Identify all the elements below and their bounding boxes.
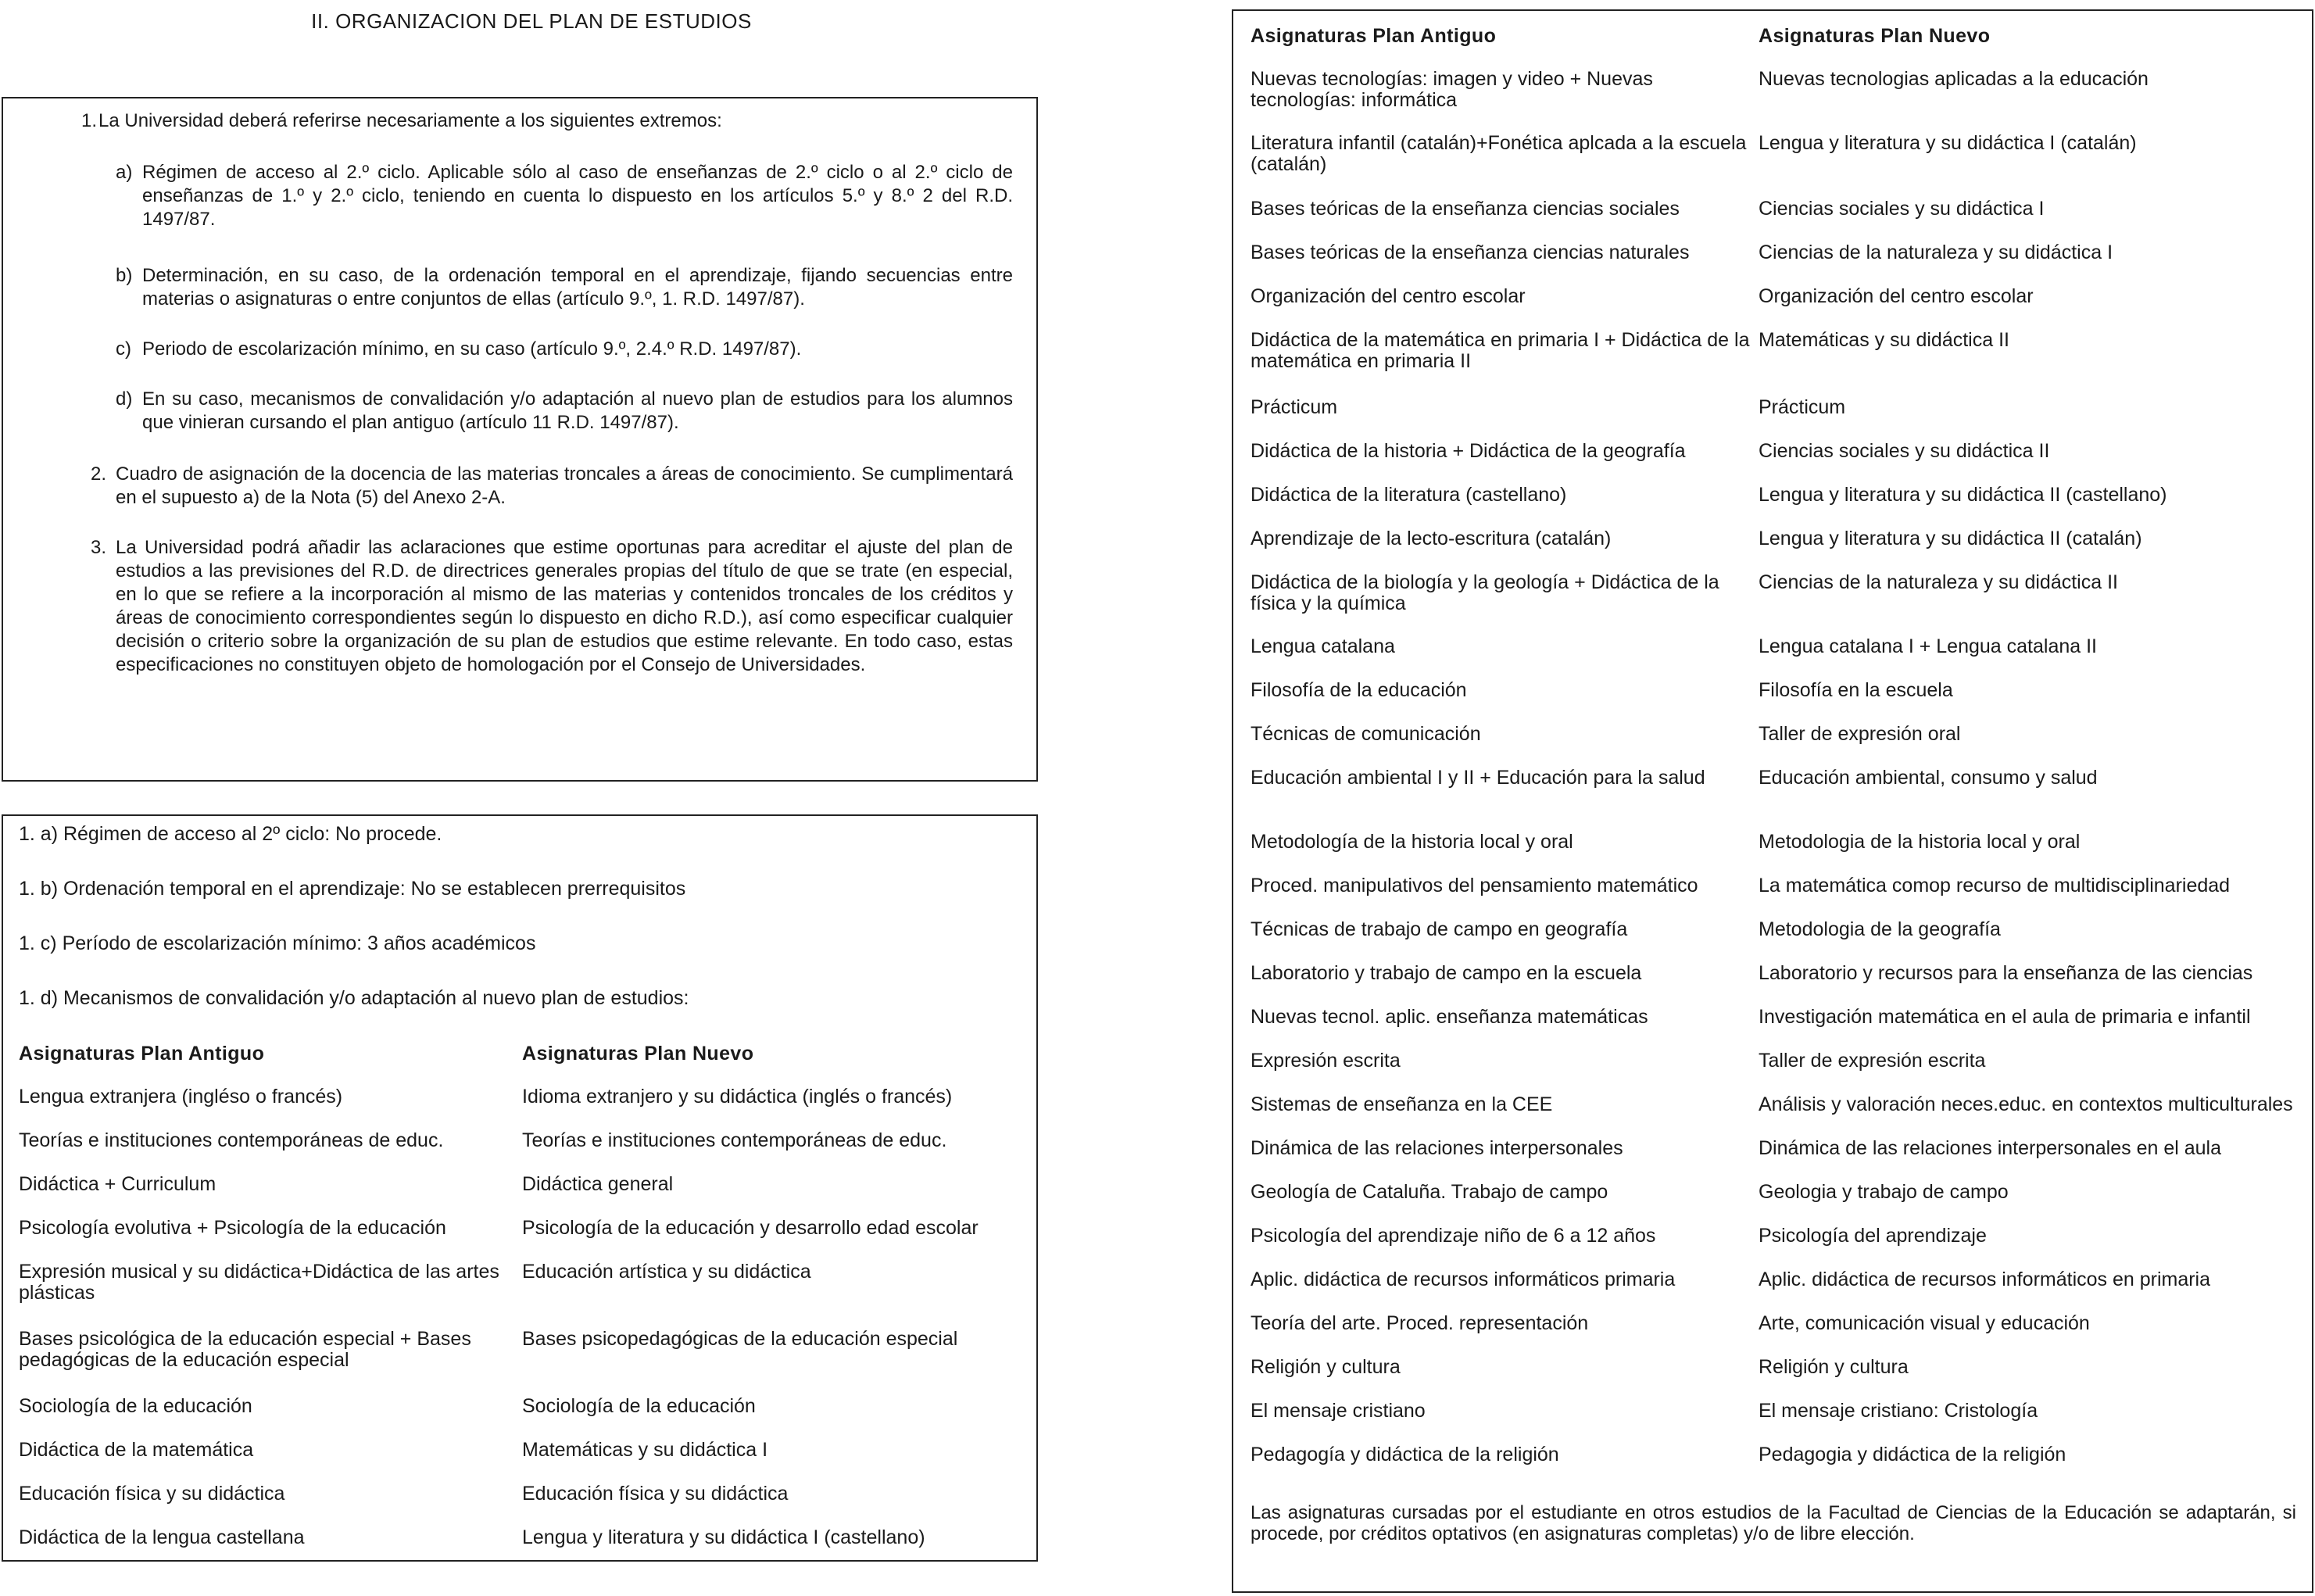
instruction-3-number: 3. [91, 537, 107, 558]
right_table-new-subject: Lengua y literatura y su didáctica II (catalán) [1759, 528, 2142, 549]
right_table-old-subject: Organización del centro escolar [1251, 285, 1526, 307]
right_table-old-subject: Didáctica de la literatura (castellano) [1251, 484, 1567, 506]
right_table-new-subject: Aplic. didáctica de recursos informáticos en primaria [1759, 1269, 2211, 1290]
instruction-1 [81, 109, 1021, 133]
page-title: II. ORGANIZACION DEL PLAN DE ESTUDIOS [311, 9, 752, 33]
left_table-old-subject: Lengua extranjera (ingléso o francés) [19, 1086, 343, 1108]
right_table-new-subject: Religión y cultura [1759, 1356, 1909, 1378]
right-table-header-old: Asignaturas Plan Antiguo [1251, 25, 1497, 47]
left_table-new-subject: Matemáticas y su didáctica I [522, 1439, 768, 1461]
right_table-old-subject: Religión y cultura [1251, 1356, 1401, 1378]
right_table-new-subject: Laboratorio y recursos para la enseñanza de las ciencias [1759, 962, 2253, 984]
instruction-1a-text: Régimen de acceso al 2.º ciclo. Aplicable sólo al caso de enseñanzas de 2.º ciclo o al 2.º ciclo de enseñanzas de 1.º y 2.º ciclo, teniendo en cuenta lo dispuesto en los artículos 5.º y 8.º 2 del R.D. 1497/87. [142, 162, 1013, 230]
response-1d: 1. d) Mecanismos de convalidación y/o adaptación al nuevo plan de estudios: [19, 987, 689, 1009]
left_table-old-subject: Sociología de la educación [19, 1395, 252, 1417]
right_table-old-subject: Filosofía de la educación [1251, 679, 1467, 701]
instruction-1d-label: d) [116, 388, 133, 410]
right_table-old-subject: Laboratorio y trabajo de campo en la escuela [1251, 962, 1642, 984]
left_table-old-subject: Psicología evolutiva + Psicología de la educación [19, 1217, 446, 1239]
response-1a: 1. a) Régimen de acceso al 2º ciclo: No procede. [19, 823, 442, 845]
right_table-new-subject: Prácticum [1759, 396, 1846, 418]
right_table-new-subject: Arte, comunicación visual y educación [1759, 1312, 2090, 1334]
right-table-footnote: Las asignaturas cursadas por el estudiante en otros estudios de la Facultad de Ciencias de la Educación se adaptarán, si procede, por créditos optativos (en asignaturas completas) y/o de libre elección. [1251, 1502, 2296, 1544]
right_table-new-subject: Taller de expresión oral [1759, 723, 1961, 745]
left_table-old-subject: Expresión musical y su didáctica+Didáctica de las artes plásticas [19, 1261, 499, 1304]
left_table-new-subject: Didáctica general [522, 1173, 674, 1195]
right_table-old-subject: Expresión escrita [1251, 1050, 1401, 1072]
right_table-old-subject: Nuevas tecnol. aplic. enseñanza matemáticas [1251, 1006, 1648, 1028]
right_table-old-subject: Pedagogía y didáctica de la religión [1251, 1444, 1559, 1465]
right_table-new-subject: Pedagogia y didáctica de la religión [1759, 1444, 2066, 1465]
right_table-new-subject: Ciencias de la naturaleza y su didáctica I [1759, 242, 2113, 263]
left_table-new-subject: Educación física y su didáctica [522, 1483, 789, 1505]
instructions-box [2, 97, 1038, 782]
instruction-1d-text: En su caso, mecanismos de convalidación y/o adaptación al nuevo plan de estudios para los alumnos que vinieran cursando el plan antiguo (artículo 11 R.D. 1497/87). [142, 388, 1013, 433]
instruction-2-text: Cuadro de asignación de la docencia de las materias troncales a áreas de conocimiento. Se cumplimentará en el supuesto a) de la Nota (5) del Anexo 2-A. [116, 463, 1013, 508]
left_table-new-subject: Bases psicopedagógicas de la educación especial [522, 1328, 958, 1350]
right_table-old-subject: Técnicas de comunicación [1251, 723, 1481, 745]
right_table-old-subject: Proced. manipulativos del pensamiento matemático [1251, 875, 1698, 896]
right_table-new-subject: Ciencias sociales y su didáctica I [1759, 198, 2045, 220]
right_table-new-subject: Lengua y literatura y su didáctica I (catalán) [1759, 132, 2137, 154]
right_table-old-subject: Sistemas de enseñanza en la CEE [1251, 1093, 1553, 1115]
right_table-new-subject: Geologia y trabajo de campo [1759, 1181, 2009, 1203]
right_table-old-subject: Literatura infantil (catalán)+Fonética aplcada a la escuela (catalán) [1251, 132, 1747, 175]
right_table-new-subject: Análisis y valoración neces.educ. en contextos multiculturales [1759, 1093, 2293, 1115]
right-table-header-new: Asignaturas Plan Nuevo [1759, 25, 1991, 47]
instruction-1c-text: Periodo de escolarización mínimo, en su caso (artículo 9.º, 2.4.º R.D. 1497/87). [142, 338, 802, 360]
response-1b: 1. b) Ordenación temporal en el aprendizaje: No se establecen prerrequisitos [19, 878, 686, 900]
right_table-old-subject: Psicología del aprendizaje niño de 6 a 12 años [1251, 1225, 1656, 1247]
right_table-new-subject: Dinámica de las relaciones interpersonales en el aula [1759, 1137, 2222, 1159]
right_table-old-subject: Aprendizaje de la lecto-escritura (catalán) [1251, 528, 1612, 549]
instruction-2 [91, 463, 1013, 510]
right_table-new-subject: Metodologia de la historia local y oral [1759, 831, 2081, 853]
left-table-header-new: Asignaturas Plan Nuevo [522, 1043, 754, 1065]
right_table-new-subject: Psicología del aprendizaje [1759, 1225, 1987, 1247]
left_table-old-subject: Didáctica + Curriculum [19, 1173, 216, 1195]
right_table-old-subject: Teoría del arte. Proced. representación [1251, 1312, 1589, 1334]
right_table-old-subject: Geología de Cataluña. Trabajo de campo [1251, 1181, 1608, 1203]
right_table-new-subject: Nuevas tecnologias aplicadas a la educación [1759, 68, 2149, 90]
instruction-1b-text: Determinación, en su caso, de la ordenación temporal en el aprendizaje, fijando secuencias entre materias o asignaturas o entre conjuntos de ellas (artículo 9.º, 1. R.D. 1497/87). [142, 265, 1013, 310]
instruction-1b-label: b) [116, 265, 133, 286]
right_table-old-subject: Didáctica de la historia + Didáctica de la geografía [1251, 440, 1686, 462]
right_table-old-subject: Educación ambiental I y II + Educación para la salud [1251, 767, 1705, 789]
right_table-new-subject: Investigación matemática en el aula de primaria e infantil [1759, 1006, 2251, 1028]
right_table-old-subject: Metodología de la historia local y oral [1251, 831, 1573, 853]
responses-box [2, 814, 1038, 1562]
right_table-new-subject: Organización del centro escolar [1759, 285, 2034, 307]
left_table-old-subject: Educación física y su didáctica [19, 1483, 285, 1505]
right_table-old-subject: Técnicas de trabajo de campo en geografía [1251, 918, 1628, 940]
right_table-old-subject: Bases teóricas de la enseñanza ciencias naturales [1251, 242, 1690, 263]
instruction-1c [116, 338, 1013, 361]
instruction-1b [116, 264, 1013, 311]
left_table-old-subject: Didáctica de la matemática [19, 1439, 254, 1461]
instruction-1d [116, 388, 1013, 435]
left_table-new-subject: Psicología de la educación y desarrollo edad escolar [522, 1217, 979, 1239]
left_table-old-subject: Bases psicológica de la educación especial + Bases pedagógicas de la educación especial [19, 1328, 471, 1371]
instruction-1-number: 1. [81, 110, 98, 131]
right_table-new-subject: Taller de expresión escrita [1759, 1050, 1986, 1072]
left_table-new-subject: Sociología de la educación [522, 1395, 756, 1417]
right_table-old-subject: El mensaje cristiano [1251, 1400, 1426, 1422]
left_table-old-subject: Didáctica de la lengua castellana [19, 1526, 305, 1548]
right_table-new-subject: Ciencias de la naturaleza y su didáctica II [1759, 571, 2118, 593]
right_table-new-subject: Lengua catalana I + Lengua catalana II [1759, 635, 2097, 657]
instruction-2-number: 2. [91, 463, 107, 485]
right_table-new-subject: Metodologia de la geografía [1759, 918, 2001, 940]
right_table-old-subject: Dinámica de las relaciones interpersonales [1251, 1137, 1623, 1159]
response-1c: 1. c) Período de escolarización mínimo: 3 años académicos [19, 932, 536, 954]
instruction-3 [91, 536, 1013, 677]
left_table-new-subject: Idioma extranjero y su didáctica (inglés o francés) [522, 1086, 953, 1108]
right_table-old-subject: Aplic. didáctica de recursos informáticos primaria [1251, 1269, 1676, 1290]
right_table-old-subject: Didáctica de la matemática en primaria I + Didáctica de la matemática en primaria II [1251, 329, 1750, 372]
left_table-old-subject: Teorías e instituciones contemporáneas de educ. [19, 1129, 444, 1151]
right_table-new-subject: Filosofía en la escuela [1759, 679, 1953, 701]
right_table-new-subject: Ciencias sociales y su didáctica II [1759, 440, 2050, 462]
instruction-1c-label: c) [116, 338, 131, 360]
right_table-new-subject: Lengua y literatura y su didáctica II (castellano) [1759, 484, 2167, 506]
right-table-box [1232, 9, 2313, 1593]
left_table-new-subject: Educación artística y su didáctica [522, 1261, 811, 1283]
right_table-new-subject: Educación ambiental, consumo y salud [1759, 767, 2098, 789]
right_table-old-subject: Didáctica de la biología y la geología + Didáctica de la física y la química [1251, 571, 1719, 614]
left_table-new-subject: Lengua y literatura y su didáctica I (castellano) [522, 1526, 925, 1548]
right_table-new-subject: El mensaje cristiano: Cristología [1759, 1400, 2038, 1422]
right_table-new-subject: La matemática comop recurso de multidisciplinariedad [1759, 875, 2231, 896]
instruction-3-text: La Universidad podrá añadir las aclaraciones que estime oportunas para acreditar el ajuste del plan de estudios a las previsiones del R.D. de directrices generales propias del título de que se trate (en especial, en lo que se refiere a la incorporación al mismo de las materias y contenidos troncales de los créditos y áreas de conocimiento correspondientes según lo dispuesto en dicho R.D.), así como especificar cualquier decisión o criterio sobre la organización de su plan de estudios que estime relevante. En todo caso, estas especificaciones no constituyen objeto de homologación por el Consejo de Universidades. [116, 537, 1013, 675]
right_table-old-subject: Bases teóricas de la enseñanza ciencias sociales [1251, 198, 1680, 220]
instruction-1-text: La Universidad deberá referirse necesariamente a los siguientes extremos: [98, 110, 722, 131]
instruction-1a [116, 161, 1013, 231]
right_table-old-subject: Prácticum [1251, 396, 1338, 418]
left-table-header-old: Asignaturas Plan Antiguo [19, 1043, 265, 1065]
left_table-new-subject: Teorías e instituciones contemporáneas de educ. [522, 1129, 947, 1151]
right_table-old-subject: Nuevas tecnologías: imagen y video + Nuevas tecnologías: informática [1251, 68, 1653, 111]
right_table-old-subject: Lengua catalana [1251, 635, 1395, 657]
instruction-1a-label: a) [116, 162, 133, 183]
right_table-new-subject: Matemáticas y su didáctica II [1759, 329, 2009, 351]
